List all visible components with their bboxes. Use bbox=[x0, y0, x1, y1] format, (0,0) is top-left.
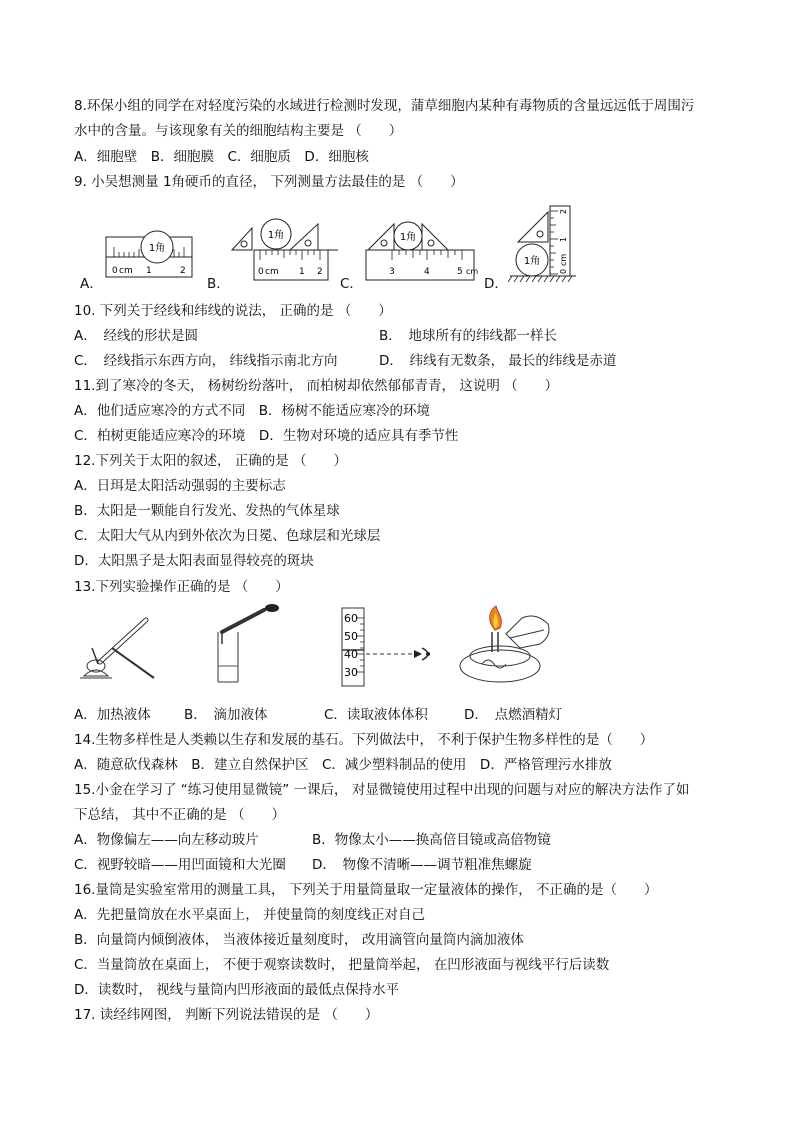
q15-option-b: B．物像太小——换高倍目镜或高倍物镜 bbox=[312, 832, 551, 848]
q10-option-d: D． 纬线有无数条， 最长的纬线是赤道 bbox=[379, 353, 617, 369]
q9-b-tick2: 2 bbox=[317, 267, 323, 277]
q9-coin-b: 1角 bbox=[267, 230, 285, 241]
q15-stem-line2: 下总结， 其中不正确的是 （ ） bbox=[74, 807, 286, 823]
q9-c-tick2: 5 bbox=[457, 267, 463, 277]
q9-label-c: C． bbox=[340, 276, 363, 292]
q12-option-d: D．太阳黑子是太阳表面显得较亮的斑块 bbox=[74, 553, 314, 569]
q9-c-unit: cm bbox=[466, 267, 479, 276]
q9-c-tick0: 3 bbox=[389, 267, 395, 277]
q13-tick-40: 40 bbox=[344, 648, 358, 661]
q9-label-a: A． bbox=[80, 276, 103, 292]
q13-option-a: A．加热液体 bbox=[74, 707, 151, 723]
q12-option-c: C．太阳大气从内到外依次为日冕、色球层和光球层 bbox=[74, 528, 381, 544]
q15-stem-line1: 15.小金在学习了 “练习使用显微镜” 一课后， 对显微镜使用过程中出现的问题与对应的解决方法作了如 bbox=[74, 782, 690, 798]
q9-a-unit: cm bbox=[119, 266, 133, 276]
q13-stem: 13.下列实验操作正确的是 （ ） bbox=[74, 579, 289, 595]
q9-d-tick0: 0 bbox=[559, 268, 568, 274]
q9-stem: 9. 小吴想测量 1角硬币的直径， 下列测量方法最佳的是 （ ） bbox=[74, 174, 464, 190]
q9-a-tick1: 1 bbox=[146, 266, 152, 276]
q13-tick-30: 30 bbox=[344, 666, 358, 679]
q13-option-d: D． 点燃酒精灯 bbox=[464, 707, 563, 723]
q13-option-c: C．读取液体体积 bbox=[324, 707, 428, 723]
q16-option-d: D．读数时， 视线与量筒内凹形液面的最低点保持水平 bbox=[74, 982, 400, 998]
q15-option-a: A．物像偏左——向左移动玻片 bbox=[74, 832, 259, 848]
q9-b-tick1: 1 bbox=[299, 267, 305, 277]
q8-stem-line1: 8.环保小组的同学在对轻度污染的水域进行检测时发现，蒲草细胞内某种有毒物质的含量远远低于周围污 bbox=[74, 98, 695, 114]
q16-option-c: C．当量筒放在桌面上， 不便于观察读数时， 把量筒举起， 在凹形液面与视线平行后读数 bbox=[74, 957, 610, 973]
q8-stem-line2: 水中的含量。与该现象有关的细胞结构主要是 （ ） bbox=[74, 123, 403, 139]
q9-a-tick2: 2 bbox=[180, 266, 186, 276]
q15-option-c: C．视野较暗——用凹面镜和大光圈 bbox=[74, 857, 286, 873]
q13-option-b: B． 滴加液体 bbox=[184, 707, 268, 723]
q12-stem: 12.下列关于太阳的叙述， 正确的是 （ ） bbox=[74, 453, 348, 469]
q16-option-a: A．先把量筒放在水平桌面上， 并使量筒的刻度线正对自己 bbox=[74, 907, 426, 923]
q11-stem: 11.到了寒冷的冬天， 杨树纷纷落叶， 而柏树却依然郁郁青青， 这说明 （ ） bbox=[74, 378, 559, 394]
q9-d-tick1: 1 bbox=[559, 236, 568, 242]
q12-option-a: A．日珥是太阳活动强弱的主要标志 bbox=[74, 478, 286, 494]
q9-coin-c: 1角 bbox=[399, 232, 417, 243]
q13-figure-dropping-liquid bbox=[200, 604, 284, 688]
q8-options: A．细胞壁 B．细胞膜 C．细胞质 D．细胞核 bbox=[74, 149, 369, 165]
q15-option-d: D． 物像不清晰——调节粗准焦螺旋 bbox=[312, 857, 532, 873]
q9-d-tick2: 2 bbox=[559, 208, 568, 214]
q9-figure-c bbox=[362, 218, 480, 284]
q9-coin-d: 1角 bbox=[523, 256, 541, 267]
q9-a-tick0: 0 bbox=[112, 266, 118, 276]
q10-option-a: A． 经线的形状是圆 bbox=[74, 328, 198, 344]
q13-figure-lighting-lamp bbox=[452, 604, 562, 688]
q13-figure-reading-volume bbox=[336, 604, 446, 688]
q9-figure-a bbox=[100, 225, 196, 285]
q9-d-unit: cm bbox=[559, 253, 568, 266]
q10-option-c: C． 经线指示东西方向， 纬线指示南北方向 bbox=[74, 353, 338, 369]
q10-option-b: B． 地球所有的纬线都一样长 bbox=[379, 328, 558, 344]
q13-tick-50: 50 bbox=[344, 630, 358, 643]
q9-label-d: D． bbox=[484, 276, 508, 292]
q14-stem: 14.生物多样性是人类赖以生存和发展的基石。下列做法中， 不利于保护生物多样性的是（ ） bbox=[74, 732, 654, 748]
q12-option-b: B．太阳是一颗能自行发光、发热的气体星球 bbox=[74, 503, 340, 519]
q17-stem: 17. 读经纬网图， 判断下列说法错误的是 （ ） bbox=[74, 1007, 379, 1023]
q9-figure-d bbox=[506, 202, 588, 288]
q9-c-tick1: 4 bbox=[424, 267, 430, 277]
q13-tick-60: 60 bbox=[344, 612, 358, 625]
q9-b-unit: cm bbox=[265, 267, 279, 277]
q16-stem: 16.量筒是实验室常用的测量工具， 下列关于用量筒量取一定量液体的操作， 不正确的是（ ） bbox=[74, 882, 658, 898]
q9-b-tick0: 0 bbox=[258, 267, 264, 277]
q13-figure-heating-liquid bbox=[74, 604, 158, 688]
q9-label-b: B． bbox=[207, 276, 230, 292]
q9-figure-b bbox=[228, 218, 340, 284]
q16-option-b: B．向量筒内倾倒液体， 当液体接近量刻度时， 改用滴管向量筒内滴加液体 bbox=[74, 932, 524, 948]
q11-options-cd: C．柏树更能适应寒冷的环境 D．生物对环境的适应具有季节性 bbox=[74, 428, 459, 444]
q10-stem: 10. 下列关于经线和纬线的说法， 正确的是 （ ） bbox=[74, 303, 392, 319]
q14-options: A．随意砍伐森林 B．建立自然保护区 C．减少塑料制品的使用 D．严格管理污水排放 bbox=[74, 757, 612, 773]
q9-coin-a: 1角 bbox=[148, 243, 166, 254]
q11-options-ab: A．他们适应寒冷的方式不同 B．杨树不能适应寒冷的环境 bbox=[74, 403, 430, 419]
